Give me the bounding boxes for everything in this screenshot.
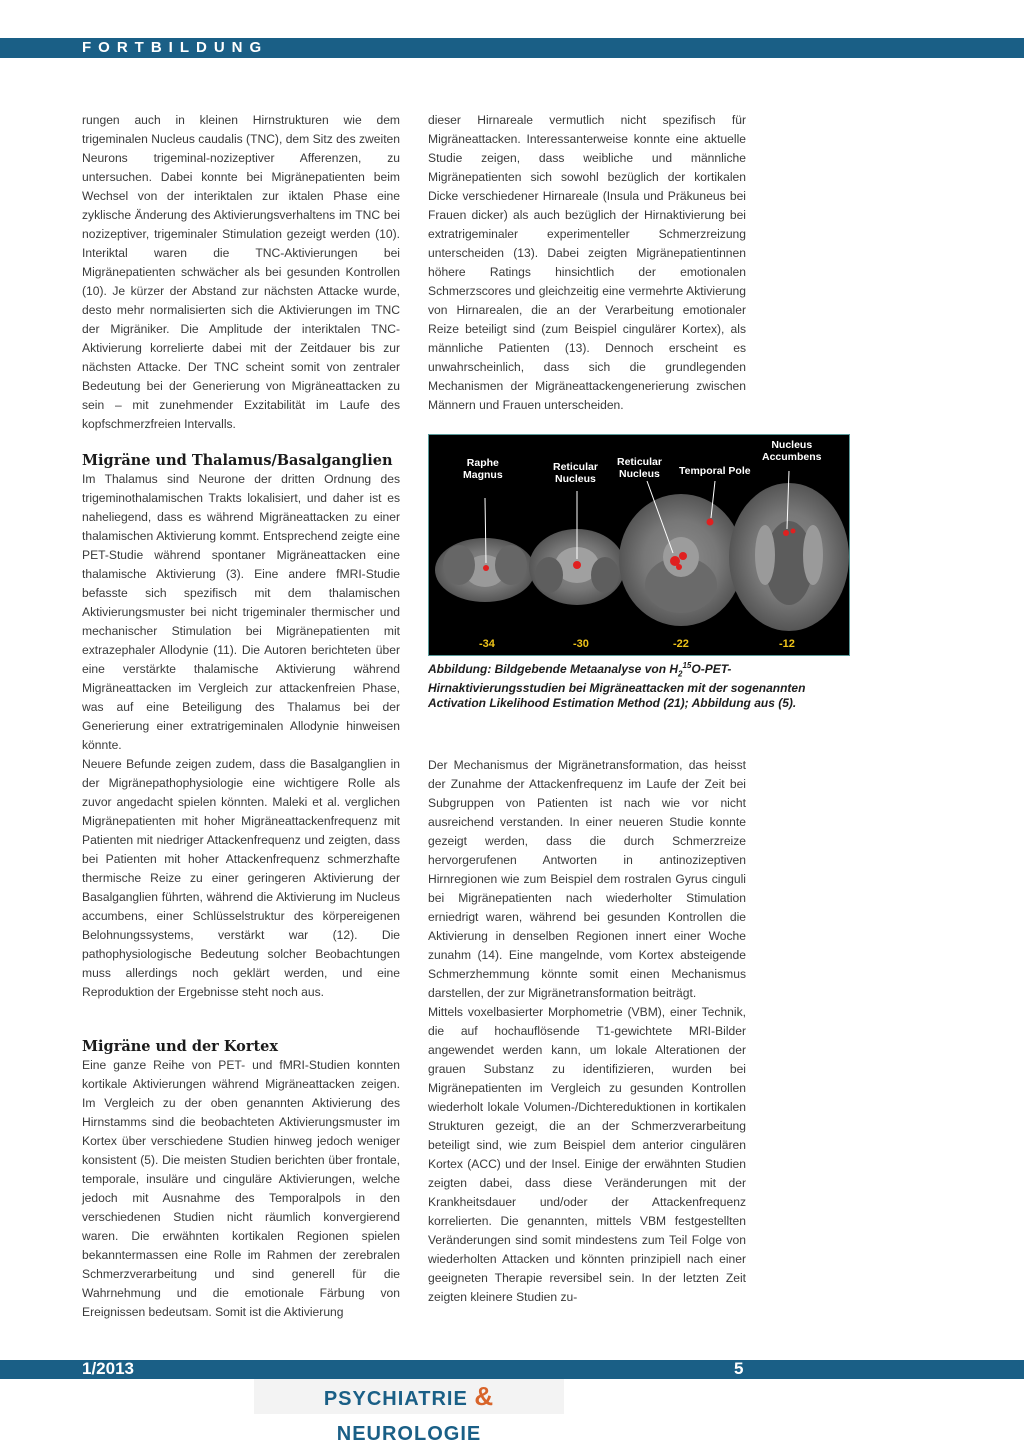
right-column-top <box>428 111 746 415</box>
section-heading-thalamus: Migräne und Thalamus/Basalganglien <box>82 452 393 469</box>
slice-coordinate: -22 <box>673 638 689 650</box>
body-paragraph: Im Thalamus sind Neurone der dritten Ordnung des trigeminothalamischen Trakts lokalisiert, und daher ist es naheliegend, dass es während Migräneattacken zu einer thalamischen Aktivierung kommt. Entsprechend zeigte eine PET-Studie während spontaner Migräneattacken eine thalamische Aktivierung (3). Eine andere fMRI-Studie befasste sich spezifisch mit dem thalamischen Aktivierungsmuster bei nicht trigeminaler thermischer und mechanischer Stimulation bei Migränepatienten mit extrazephaler Allodynie (11). Die Autoren berichteten über eine verstärkte thalamische Aktivierung während Migräneattacken im Vergleich zur attackenfreien Phase, was auf eine Beteiligung des Thalamus bei der Generierung einer extratrigeminalen Allodynie hinweisen könnte. <box>82 472 400 752</box>
slice-coordinate: -34 <box>479 638 495 650</box>
body-paragraph: dieser Hirnareale vermutlich nicht spezifisch für Migräneattacken. Interessanterweise konnte eine aktuelle Studie zeigen, dass weibliche und männliche Migränepatienten sich sowohl bezüglich der kortikalen Dicke verschiedener Hirnareale (Insula und Präkuneus bei Frauen dicker) als auch bezüglich der Hirnaktivierung bei extratrigeminaler experimenteller Schmerzreizung unterscheiden (13). Dabei zeigten Migränepatientinnen höhere Ratings hinsichtlich der emotionalen Schmerzscores und gleichzeitig eine vermehrte Aktivierung von Hirnarealen, die an der Verarbeitung emotionaler Reize beteiligt sind (zum Beispiel cingulärer Kortex), als männliche Patienten (13). Dennoch erscheint es unwahrscheinlich, dass sich die grundlegenden Mechanismen der Migräneattackengenerierung zwischen Männern und Frauen unterscheiden. <box>428 113 746 412</box>
header-bar <box>0 38 1024 58</box>
label-temporal-pole: Temporal Pole <box>679 465 751 477</box>
figure-caption: Abbildung: Bildgebende Metaanalyse von $H_2^{15}O-PET$-Hirnaktivierungsstudien bei Migräneattacken mit der sogenannten Activation Likelihood Estimation Method (21); Abbildung aus (5). <box>428 661 806 711</box>
left-column-middle <box>82 451 400 1002</box>
slice-coordinate: -30 <box>573 638 589 650</box>
left-column-bottom <box>82 1037 400 1322</box>
label-reticular-nucleus-2: Reticular Nucleus <box>617 456 662 480</box>
activation-spot <box>707 519 714 526</box>
body-paragraph: Neuere Befunde zeigen zudem, dass die Basalganglien in der Migränepathophysiologie eine wichtigere Rolle als zuvor angedacht spielen könnten. Maleki et al. verglichen Migränepatienten mit hoher Migräneattackenfrequenz mit Patienten mit niedriger Attackenfrequenz und zeigten, dass bei Patienten mit hoher Attackenfrequenz schmerzhafte thermische Reize zu einer geringeren Aktivierung der Basalganglien führten, während die Aktivierung im Nucleus accumbens, einer Schlüsselstruktur des körpereigenen Belohnungssystems, verstärkt war (12). Die pathophysiologische Bedeutung solcher Beobachtungen muss allerdings noch geklärt werden, und eine Reproduktion der Ergebnisse steht noch aus. <box>82 757 400 999</box>
label-nucleus-accumbens: Nucleus Accumbens <box>762 439 822 463</box>
journal-brand: PSYCHIATRIE & NEUROLOGIE <box>254 1379 564 1414</box>
body-paragraph: Der Mechanismus der Migränetransformation, das heisst der Zunahme der Attackenfrequenz im Laufe der Zeit bei Subgruppen von Patienten ist nach wie vor nicht ausreichend verstanden. In einer neueren Studie konnte gezeigt werden, dass die durch Schmerzreize hervorgerufenen Antworten in antinozizeptiven Hirnregionen wie zum Beispiel dem rostralen Gyrus cinguli bei Migränepatienten nach wiederholter Stimulation erniedrigt waren, während bei gesunden Kontrollen die Aktivierung in denselben Regionen innert einer Woche zunahm (14). Eine mangelnde, vom Kortex absteigende Schmerzhemmung könnte somit einen Mechanismus darstellen, der zur Migränetransformation beiträgt. <box>428 758 746 1000</box>
section-heading-kortex: Migräne und der Kortex <box>82 1038 279 1055</box>
brain-slice-4 <box>729 483 849 631</box>
activation-spot <box>573 561 581 569</box>
brain-slice-3 <box>619 494 743 626</box>
body-paragraph: rungen auch in kleinen Hirnstrukturen wie dem trigeminalen Nucleus caudalis (TNC), dem Sitz des zweiten Neurons trigeminal-nozizeptiver Afferenzen, zu untersuchen. Dabei konnte bei Migränepatienten beim Wechsel von der interiktalen zur iktalen Phase eine zyklische Änderung des Aktivierungsverhaltens im TNC bei nozizeptiver, trigeminaler Stimulation gezeigt werden (10). Interiktal waren die TNC-Aktivierungen bei Migränepatienten schwächer als bei gesunden Kontrollen (10). Je kürzer der Abstand zur nächsten Attacke wurde, desto mehr normalisierten sich die Aktivierungen im TNC der Migräniker. Die Amplitude der interiktalen TNC-Aktivierung korrelierte dabei mit der Zeitdauer bis zur nächsten Attacke. Der TNC scheint somit von zentraler Bedeutung bei der Generierung von Migräneattacken zu sein – mit zunehmender Exzitabilität im Laufe des kopfschmerzfreien Intervalls. <box>82 113 400 431</box>
label-reticular-nucleus-1: Reticular Nucleus <box>553 461 598 485</box>
body-paragraph: Eine ganze Reihe von PET- und fMRI-Studien konnten kortikale Aktivierungen während Migräneattacken zeigen. Im Vergleich zu der oben genannten Aktivierung des Hirnstamms sind die beobachteten Aktivierungsmuster im Kortex über verschiedene Studien hinweg jedoch weniger konsistent (5). Die meisten Studien berichten über frontale, temporale, insuläre und cinguläre Aktivierungen, welche jedoch mit Ausnahme des Temporalpols in den verschiedenen Studien nicht räumlich konvergierend waren. Die erwähnten kortikalen Regionen spielen bekanntermassen eine Rolle im Rahmen der zerebralen Schmerzverarbeitung und sind generell für die Wahrnehmung und die emotionale Färbung von Ereignissen bedeutsam. Somit ist die Aktivierung <box>82 1058 400 1319</box>
activation-spot <box>483 565 489 571</box>
brain-imaging-figure <box>428 434 850 656</box>
label-raphe-magnus: Raphe Magnus <box>463 457 503 481</box>
issue-number: 1/2013 <box>82 1359 134 1378</box>
slice-coordinate: -12 <box>779 638 795 650</box>
footer-bar <box>0 1360 1024 1379</box>
right-column-bottom <box>428 756 746 1307</box>
brain-slice-1 <box>435 538 535 602</box>
body-paragraph: Mittels voxelbasierter Morphometrie (VBM), einer Technik, die auf hochauflösende T1-gewichtete MRI-Bilder angewendet werden kann, um lokale Alterationen der grauen Substanz zu identifizieren, wurden bei Migränepatienten im Vergleich zu gesunden Kontrollen wiederholt lokale Volumen-/Dichtereduktionen in kortikalen Strukturen gezeigt, die an der Schmerzverarbeitung beteiligt sind, wie zum Beispiel dem anterior cingulären Kortex (ACC) und der Insel. Einige der erwähnten Studien zeigten dabei, dass diese Veränderungen mit der Krankheitsdauer und/oder der Attackenfrequenz korrelierten. Die genannten, mittels VBM festgestellten Veränderungen sind somit mindestens zum Teil Folge von wiederholten Attacken und könnten prinzipiell nach einer geeigneten Therapie reversibel sein. In der letzten Zeit zeigten kleinere Studien zu- <box>428 1005 746 1304</box>
activation-spot <box>783 530 789 536</box>
section-label: FORTBILDUNG <box>82 39 269 56</box>
page-number: 5 <box>734 1359 744 1378</box>
left-column-top <box>82 111 400 434</box>
